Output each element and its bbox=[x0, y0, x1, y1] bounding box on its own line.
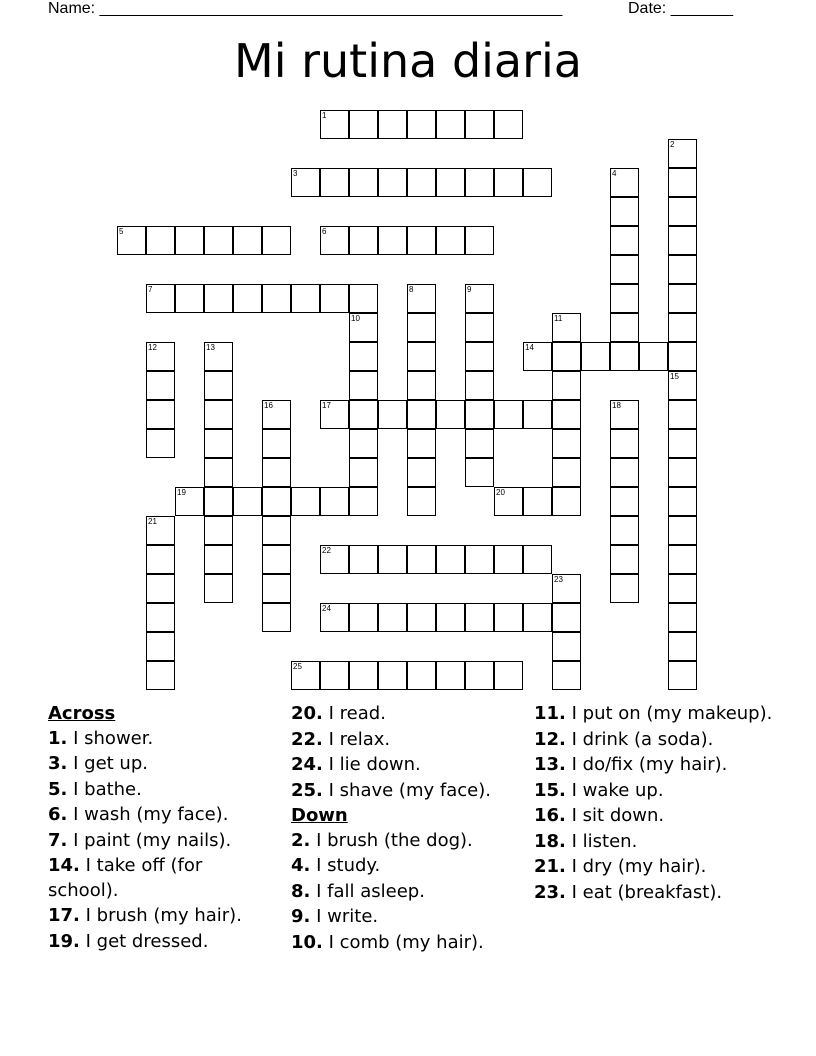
grid-cell[interactable] bbox=[436, 226, 465, 255]
grid-cell[interactable] bbox=[552, 400, 581, 429]
across-clue-list-continued bbox=[291, 702, 526, 803]
clue-item-number: 7. bbox=[48, 829, 68, 851]
grid-cell[interactable] bbox=[349, 487, 378, 516]
grid-cell[interactable] bbox=[552, 313, 581, 342]
grid-cell[interactable] bbox=[378, 226, 407, 255]
grid-cell[interactable] bbox=[407, 284, 436, 313]
clue-item-number: 11. bbox=[534, 703, 566, 724]
grid-cell[interactable] bbox=[349, 603, 378, 632]
grid-cell[interactable] bbox=[407, 371, 436, 400]
clue-item-number: 23. bbox=[534, 881, 566, 903]
grid-cell[interactable] bbox=[378, 110, 407, 139]
clue-item bbox=[291, 905, 526, 930]
grid-cell[interactable] bbox=[668, 632, 697, 661]
grid-cell[interactable] bbox=[349, 168, 378, 197]
grid-cell[interactable] bbox=[407, 168, 436, 197]
clue-number: 15 bbox=[670, 372, 679, 381]
across-clue-list bbox=[48, 727, 278, 955]
grid-cell[interactable] bbox=[494, 168, 523, 197]
grid-cell[interactable] bbox=[436, 400, 465, 429]
clue-item-number: 25. bbox=[291, 779, 323, 801]
grid-cell[interactable] bbox=[146, 574, 175, 603]
grid-cell[interactable] bbox=[291, 168, 320, 197]
grid-cell[interactable] bbox=[610, 545, 639, 574]
grid-cell[interactable] bbox=[320, 545, 349, 574]
grid-cell[interactable] bbox=[175, 226, 204, 255]
grid-cell[interactable] bbox=[407, 545, 436, 574]
grid-cell[interactable] bbox=[146, 516, 175, 545]
clue-number: 7 bbox=[148, 285, 153, 294]
grid-cell[interactable] bbox=[668, 313, 697, 342]
clue-item-number: 17. bbox=[48, 905, 80, 926]
clue-item bbox=[534, 779, 774, 804]
clue-item-text: I sit down. bbox=[571, 805, 665, 826]
grid-cell[interactable] bbox=[233, 284, 262, 313]
grid-cell[interactable] bbox=[407, 429, 436, 458]
clue-item-text: I get dressed. bbox=[85, 930, 209, 952]
grid-cell[interactable] bbox=[320, 168, 349, 197]
grid-cell[interactable] bbox=[639, 342, 668, 371]
clue-item-number: 13. bbox=[534, 754, 566, 775]
clue-number: 20 bbox=[496, 488, 505, 497]
grid-cell[interactable] bbox=[117, 226, 146, 255]
grid-cell[interactable] bbox=[552, 458, 581, 487]
grid-cell[interactable] bbox=[378, 545, 407, 574]
grid-cell[interactable] bbox=[291, 661, 320, 690]
clue-item bbox=[48, 752, 278, 777]
down-clue-list-continued bbox=[534, 702, 774, 905]
grid-cell[interactable] bbox=[204, 545, 233, 574]
clue-item-number: 24. bbox=[291, 754, 323, 775]
grid-cell[interactable] bbox=[262, 284, 291, 313]
grid-cell[interactable] bbox=[668, 284, 697, 313]
grid-cell[interactable] bbox=[610, 197, 639, 226]
grid-cell[interactable] bbox=[349, 284, 378, 313]
clue-item-text: I dry (my hair). bbox=[571, 856, 707, 877]
grid-cell[interactable] bbox=[465, 400, 494, 429]
grid-cell[interactable] bbox=[349, 545, 378, 574]
clue-item bbox=[291, 702, 526, 727]
grid-cell[interactable] bbox=[349, 342, 378, 371]
grid-cell[interactable] bbox=[349, 110, 378, 139]
grid-cell[interactable] bbox=[668, 371, 697, 400]
grid-cell[interactable] bbox=[552, 603, 581, 632]
grid-cell[interactable] bbox=[436, 661, 465, 690]
grid-cell[interactable] bbox=[610, 342, 639, 371]
clue-number: 24 bbox=[322, 604, 331, 613]
clue-item-number: 12. bbox=[534, 728, 566, 750]
grid-cell[interactable] bbox=[610, 284, 639, 313]
grid-cell[interactable] bbox=[320, 400, 349, 429]
clue-item bbox=[291, 931, 526, 956]
clue-item-text: I paint (my nails). bbox=[73, 829, 232, 851]
clue-number: 11 bbox=[554, 314, 563, 323]
clue-number: 14 bbox=[525, 343, 534, 352]
clue-item-text: I listen. bbox=[571, 830, 638, 852]
grid-cell[interactable] bbox=[349, 661, 378, 690]
clue-item-number: 9. bbox=[291, 906, 311, 927]
clue-item-number: 22. bbox=[291, 728, 323, 750]
grid-cell[interactable] bbox=[146, 284, 175, 313]
clue-item-text: I wake up. bbox=[571, 779, 664, 801]
clue-item-text: I study. bbox=[316, 855, 381, 876]
grid-cell[interactable] bbox=[407, 603, 436, 632]
grid-cell[interactable] bbox=[146, 545, 175, 574]
clue-number: 5 bbox=[119, 227, 124, 236]
clue-item-number: 15. bbox=[534, 779, 566, 801]
clue-item-number: 16. bbox=[534, 805, 566, 826]
grid-cell[interactable] bbox=[465, 226, 494, 255]
clue-item-text: I relax. bbox=[328, 728, 391, 750]
clue-item bbox=[534, 702, 774, 727]
grid-cell[interactable] bbox=[204, 487, 233, 516]
clue-item-number: 1. bbox=[48, 727, 68, 749]
clue-item bbox=[48, 904, 278, 929]
clue-item bbox=[534, 881, 774, 906]
grid-cell[interactable] bbox=[378, 603, 407, 632]
clue-item bbox=[291, 728, 526, 753]
grid-cell[interactable] bbox=[465, 545, 494, 574]
grid-cell[interactable] bbox=[291, 284, 320, 313]
grid-cell[interactable] bbox=[668, 139, 697, 168]
clue-item-text: I bathe. bbox=[73, 778, 142, 800]
clue-item bbox=[291, 880, 526, 905]
clue-item bbox=[48, 778, 278, 803]
clue-item bbox=[291, 779, 526, 804]
grid-cell[interactable] bbox=[407, 110, 436, 139]
clue-item-text: I fall asleep. bbox=[316, 880, 425, 902]
grid-cell[interactable] bbox=[465, 429, 494, 458]
clue-item-number: 6. bbox=[48, 804, 68, 825]
grid-cell[interactable] bbox=[523, 168, 552, 197]
clue-item-number: 21. bbox=[534, 856, 566, 877]
grid-cell[interactable] bbox=[610, 168, 639, 197]
clue-number: 1 bbox=[322, 111, 327, 120]
clue-number: 17 bbox=[322, 401, 331, 410]
grid-cell[interactable] bbox=[552, 429, 581, 458]
clue-item-text: I drink (a soda). bbox=[571, 728, 714, 750]
clue-number: 2 bbox=[670, 140, 675, 149]
clue-item bbox=[291, 854, 526, 879]
clue-item bbox=[534, 830, 774, 855]
across-heading: Across bbox=[48, 703, 116, 724]
grid-cell[interactable] bbox=[204, 516, 233, 545]
grid-cell[interactable] bbox=[262, 458, 291, 487]
clue-item-number: 2. bbox=[291, 829, 311, 851]
grid-cell[interactable] bbox=[465, 110, 494, 139]
grid-cell[interactable] bbox=[204, 574, 233, 603]
grid-cell[interactable] bbox=[494, 487, 523, 516]
grid-cell[interactable] bbox=[320, 226, 349, 255]
grid-cell[interactable] bbox=[262, 226, 291, 255]
grid-cell[interactable] bbox=[465, 313, 494, 342]
grid-cell[interactable] bbox=[523, 603, 552, 632]
grid-cell[interactable] bbox=[668, 603, 697, 632]
grid-cell[interactable] bbox=[204, 458, 233, 487]
grid-cell[interactable] bbox=[320, 284, 349, 313]
grid-cell[interactable] bbox=[668, 400, 697, 429]
grid-cell[interactable] bbox=[146, 603, 175, 632]
grid-cell[interactable] bbox=[552, 632, 581, 661]
grid-cell[interactable] bbox=[552, 574, 581, 603]
grid-cell[interactable] bbox=[668, 574, 697, 603]
grid-cell[interactable] bbox=[262, 400, 291, 429]
grid-cell[interactable] bbox=[378, 661, 407, 690]
grid-cell[interactable] bbox=[494, 603, 523, 632]
grid-cell[interactable] bbox=[146, 632, 175, 661]
clue-item-text: I take off (for school). bbox=[48, 855, 203, 901]
clue-number: 22 bbox=[322, 546, 331, 555]
grid-cell[interactable] bbox=[407, 226, 436, 255]
clue-item-text: I shave (my face). bbox=[328, 779, 491, 801]
grid-cell[interactable] bbox=[349, 458, 378, 487]
grid-cell[interactable] bbox=[610, 400, 639, 429]
down-heading: Down bbox=[291, 805, 348, 826]
grid-cell[interactable] bbox=[407, 487, 436, 516]
clue-column-1 bbox=[48, 702, 278, 955]
grid-cell[interactable] bbox=[465, 661, 494, 690]
clue-item-text: I read. bbox=[328, 703, 386, 724]
grid-cell[interactable] bbox=[349, 226, 378, 255]
grid-cell[interactable] bbox=[320, 110, 349, 139]
grid-cell[interactable] bbox=[436, 603, 465, 632]
clue-item-text: I put on (my makeup). bbox=[571, 703, 773, 724]
clue-item bbox=[534, 804, 774, 829]
grid-cell[interactable] bbox=[668, 197, 697, 226]
grid-cell[interactable] bbox=[378, 400, 407, 429]
grid-cell[interactable] bbox=[552, 342, 581, 371]
grid-cell[interactable] bbox=[204, 429, 233, 458]
grid-cell[interactable] bbox=[494, 400, 523, 429]
grid-cell[interactable] bbox=[465, 168, 494, 197]
grid-cell[interactable] bbox=[146, 400, 175, 429]
clue-number: 18 bbox=[612, 401, 621, 410]
grid-cell[interactable] bbox=[610, 487, 639, 516]
grid-cell[interactable] bbox=[610, 574, 639, 603]
clue-number: 12 bbox=[148, 343, 157, 352]
clue-item-text: I get up. bbox=[73, 753, 148, 774]
grid-cell[interactable] bbox=[552, 661, 581, 690]
grid-cell[interactable] bbox=[523, 342, 552, 371]
clue-item-number: 3. bbox=[48, 753, 68, 774]
grid-cell[interactable] bbox=[581, 342, 610, 371]
clue-number: 6 bbox=[322, 227, 327, 236]
grid-cell[interactable] bbox=[407, 661, 436, 690]
grid-cell[interactable] bbox=[465, 603, 494, 632]
clue-item-text: I comb (my hair). bbox=[328, 931, 484, 953]
grid-cell[interactable] bbox=[610, 226, 639, 255]
grid-cell[interactable] bbox=[262, 429, 291, 458]
name-field[interactable]: Name: ____________________________________________________ bbox=[48, 0, 563, 17]
grid-cell[interactable] bbox=[407, 313, 436, 342]
grid-cell[interactable] bbox=[262, 487, 291, 516]
grid-cell[interactable] bbox=[552, 487, 581, 516]
clue-number: 9 bbox=[467, 285, 472, 294]
grid-cell[interactable] bbox=[668, 429, 697, 458]
grid-cell[interactable] bbox=[465, 284, 494, 313]
clue-item-text: I eat (breakfast). bbox=[571, 881, 723, 903]
grid-cell[interactable] bbox=[262, 545, 291, 574]
clue-number: 25 bbox=[293, 662, 302, 671]
grid-cell[interactable] bbox=[349, 400, 378, 429]
grid-cell[interactable] bbox=[610, 429, 639, 458]
clue-item-number: 4. bbox=[291, 855, 311, 876]
grid-cell[interactable] bbox=[175, 284, 204, 313]
clue-item-text: I write. bbox=[316, 906, 379, 927]
grid-cell[interactable] bbox=[262, 574, 291, 603]
clue-item-number: 20. bbox=[291, 703, 323, 724]
clue-item-number: 14. bbox=[48, 855, 80, 876]
grid-cell[interactable] bbox=[146, 661, 175, 690]
grid-cell[interactable] bbox=[668, 226, 697, 255]
clue-item bbox=[291, 829, 526, 854]
clue-item bbox=[534, 753, 774, 778]
grid-cell[interactable] bbox=[668, 516, 697, 545]
grid-cell[interactable] bbox=[494, 110, 523, 139]
grid-cell[interactable] bbox=[610, 458, 639, 487]
grid-cell[interactable] bbox=[175, 487, 204, 516]
clue-item-text: I brush (the dog). bbox=[316, 829, 473, 851]
clue-item bbox=[48, 829, 278, 854]
grid-cell[interactable] bbox=[146, 342, 175, 371]
clue-item bbox=[48, 854, 278, 903]
clue-item bbox=[48, 803, 278, 828]
clue-item-text: I lie down. bbox=[328, 754, 421, 775]
grid-cell[interactable] bbox=[668, 342, 697, 371]
clue-item bbox=[291, 753, 526, 778]
clue-number: 23 bbox=[554, 575, 563, 584]
clue-number: 4 bbox=[612, 169, 617, 178]
grid-cell[interactable] bbox=[349, 313, 378, 342]
grid-cell[interactable] bbox=[407, 342, 436, 371]
clue-number: 8 bbox=[409, 285, 414, 294]
clue-number: 10 bbox=[351, 314, 360, 323]
grid-cell[interactable] bbox=[146, 429, 175, 458]
grid-cell[interactable] bbox=[349, 371, 378, 400]
clue-item-number: 19. bbox=[48, 930, 80, 952]
clue-item bbox=[534, 855, 774, 880]
grid-cell[interactable] bbox=[233, 487, 262, 516]
clue-item-number: 10. bbox=[291, 931, 323, 953]
clue-number: 16 bbox=[264, 401, 273, 410]
clue-number: 21 bbox=[148, 517, 157, 526]
clue-item-number: 5. bbox=[48, 778, 68, 800]
clue-column-2 bbox=[291, 702, 526, 956]
grid-cell[interactable] bbox=[610, 516, 639, 545]
grid-cell[interactable] bbox=[668, 487, 697, 516]
page-title: Mi rutina diaria bbox=[234, 34, 582, 88]
grid-cell[interactable] bbox=[320, 487, 349, 516]
clue-item-number: 18. bbox=[534, 830, 566, 852]
down-clue-list bbox=[291, 829, 526, 956]
grid-cell[interactable] bbox=[552, 371, 581, 400]
grid-cell[interactable] bbox=[436, 168, 465, 197]
grid-cell[interactable] bbox=[204, 284, 233, 313]
grid-cell[interactable] bbox=[146, 371, 175, 400]
grid-cell[interactable] bbox=[204, 400, 233, 429]
clue-item-text: I wash (my face). bbox=[73, 804, 229, 825]
grid-cell[interactable] bbox=[465, 342, 494, 371]
clue-item bbox=[48, 727, 278, 752]
grid-cell[interactable] bbox=[668, 168, 697, 197]
grid-cell[interactable] bbox=[320, 661, 349, 690]
grid-cell[interactable] bbox=[262, 603, 291, 632]
grid-cell[interactable] bbox=[465, 371, 494, 400]
grid-cell[interactable] bbox=[291, 487, 320, 516]
grid-cell[interactable] bbox=[407, 400, 436, 429]
clue-item bbox=[534, 728, 774, 753]
grid-cell[interactable] bbox=[610, 255, 639, 284]
date-field[interactable]: Date: _______ bbox=[628, 0, 733, 17]
grid-cell[interactable] bbox=[204, 342, 233, 371]
grid-cell[interactable] bbox=[436, 545, 465, 574]
grid-cell[interactable] bbox=[320, 603, 349, 632]
clue-column-3 bbox=[534, 702, 774, 906]
grid-cell[interactable] bbox=[204, 226, 233, 255]
grid-cell[interactable] bbox=[465, 458, 494, 487]
clue-item bbox=[48, 930, 278, 955]
clue-item-text: I brush (my hair). bbox=[85, 905, 242, 926]
grid-cell[interactable] bbox=[523, 487, 552, 516]
grid-cell[interactable] bbox=[233, 226, 262, 255]
grid-cell[interactable] bbox=[349, 429, 378, 458]
grid-cell[interactable] bbox=[668, 255, 697, 284]
clue-number: 3 bbox=[293, 169, 298, 178]
clue-item-text: I do/fix (my hair). bbox=[571, 754, 728, 775]
grid-cell[interactable] bbox=[494, 545, 523, 574]
grid-cell[interactable] bbox=[204, 371, 233, 400]
clue-item-number: 8. bbox=[291, 880, 311, 902]
clue-number: 13 bbox=[206, 343, 215, 352]
clue-number: 19 bbox=[177, 488, 186, 497]
grid-cell[interactable] bbox=[523, 545, 552, 574]
grid-cell[interactable] bbox=[668, 661, 697, 690]
grid-cell[interactable] bbox=[494, 661, 523, 690]
grid-cell[interactable] bbox=[668, 458, 697, 487]
clue-item-text: I shower. bbox=[73, 727, 154, 749]
grid-cell[interactable] bbox=[436, 110, 465, 139]
grid-cell[interactable] bbox=[407, 458, 436, 487]
grid-cell[interactable] bbox=[378, 168, 407, 197]
grid-cell[interactable] bbox=[146, 226, 175, 255]
grid-cell[interactable] bbox=[523, 400, 552, 429]
grid-cell[interactable] bbox=[668, 545, 697, 574]
grid-cell[interactable] bbox=[610, 313, 639, 342]
grid-cell[interactable] bbox=[262, 516, 291, 545]
